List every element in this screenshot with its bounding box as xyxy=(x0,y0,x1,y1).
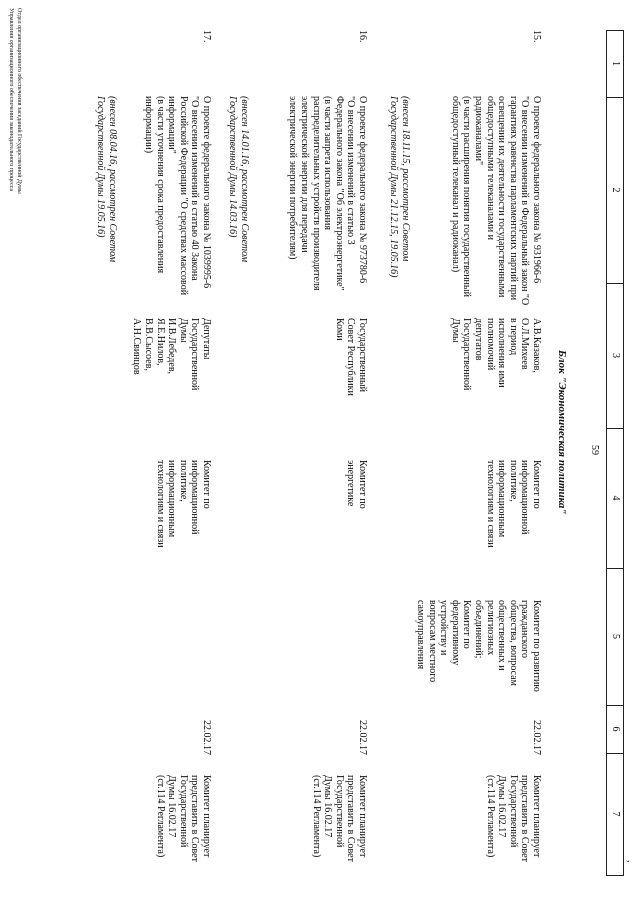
col-number-6: 6 xyxy=(610,726,621,732)
row-16-plan: Комитет планирует представить в Совет Государственной Думы 16.02.17 (ст.114 Регламента) xyxy=(310,775,368,862)
col-number-5: 5 xyxy=(610,634,621,639)
row-15-plan: Комитет планирует представить в Совет Государственной Думы 16.02.17 (ст.114 Регламента) xyxy=(484,775,542,862)
row-16-initiator: Государственный Совет Республики Коми xyxy=(333,318,368,396)
row-16-note: (внесен 14.01.16, рассмотрен Советом Государственной Думы 14.03.16) xyxy=(227,96,250,263)
col-number-1: 1 xyxy=(610,61,621,66)
col-number-7: 7 xyxy=(610,811,621,817)
row-15-number: 15. xyxy=(531,30,542,43)
row-16-committee: Комитет по энергетике xyxy=(345,460,368,509)
row-17-committee: Комитет по информационной политике, информационным технологиям и связи xyxy=(154,460,212,548)
row-17-plan: Комитет планирует представить в Совет Государственной Думы 16.02.17 (ст.114 Регламента) xyxy=(154,775,212,862)
header-line-top xyxy=(623,30,624,875)
row-16-title: О проекте федерального закона № 973780-6 "О внесении изменений в статью 3 Федерального закона "Об электроэнергетике" (в части запрета использования распределительных устройств производителя электрической энергии для передачи электрической энергии потребителям) xyxy=(287,96,368,291)
footer-line-2: Управления организационного обеспечения законодательного процесса xyxy=(8,8,14,192)
footer-line-1: Отдел организационного обеспечения заседаний Государственной Думы xyxy=(16,8,22,194)
row-15-title: О проекте федерального закона № 931966-6 "О внесении изменений в Федеральный закон "О гарантиях равенства парламентских партий при освещении их деятельности государственными общедоступными телеканалами и радиоканалами" (в части расширения понятия государственный общедоступный телеканал и радиоканал) xyxy=(449,96,542,306)
page-number: 59 xyxy=(589,445,600,455)
row-15-initiator: А.В.Казаков, О.Л.Михеев в период исполнения ими полномочий депутатов Государственной Думы xyxy=(449,318,542,391)
row-16-date: 22.02.17 xyxy=(357,720,368,755)
col-number-4: 4 xyxy=(610,495,621,501)
col-number-3: 3 xyxy=(610,353,621,358)
row-15-date: 22.02.17 xyxy=(531,720,542,755)
block-title: Блок "Экономическая политика" xyxy=(556,350,568,515)
row-17-date: 22.02.17 xyxy=(201,720,212,755)
row-15-note: (внесен 18.11.15, рассмотрен Советом Государственной Думы 21.12.15, 19.05.16) xyxy=(388,96,411,278)
row-17-initiator: Депутаты Государственной Думы И.В.Лебедев, Я.Е.Нилов, В.В.Сысоев, А.Н.Свинцов xyxy=(131,318,212,391)
row-17-title: О проекте федерального закона № 1039995-6 "О внесении изменений в статью 40 Закона Российской Федерации "О средствах массовой информации" (в части уточнения срока предоставления информации) xyxy=(143,96,212,296)
col-number-2: 2 xyxy=(610,187,621,193)
row-17-note: (внесен 08.04.16, рассмотрен Советом Государственной Думы 19.05.16) xyxy=(95,96,118,263)
header-col-right xyxy=(606,875,624,876)
header-line-bottom xyxy=(606,30,607,875)
row-15-committee: Комитет по информационной политике, информационным технологиям и связи xyxy=(484,460,542,548)
top-mark: , xyxy=(625,860,636,863)
row-16-number: 16. xyxy=(357,30,368,43)
row-15-co-committee: Комитет по развитию гражданского общества, вопросам общественных и религиозных объединений; Комитет по федеративному устройству и вопросам местного самоуправления xyxy=(415,600,542,692)
row-17-number: 17. xyxy=(201,30,212,43)
